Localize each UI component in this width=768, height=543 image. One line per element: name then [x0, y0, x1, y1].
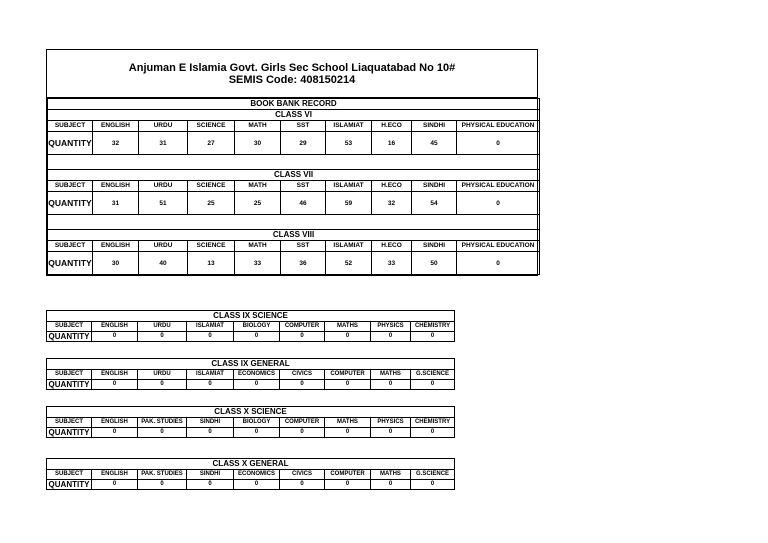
- subject-cell: ENGLISH: [92, 322, 138, 332]
- class-vii-subject-row: [48, 181, 540, 192]
- subject-cell: PHYSICS: [371, 418, 411, 428]
- subject-cell: MATH: [235, 181, 281, 192]
- subject-cell: CIVICS: [280, 370, 325, 380]
- subject-cell: PHYSICAL EDUCATION: [457, 181, 540, 192]
- quantity-cell: 0: [457, 252, 540, 275]
- quantity-cell: 0: [411, 480, 455, 490]
- quantity-cell: 33: [372, 252, 412, 275]
- quantity-cell: 13: [188, 252, 235, 275]
- class-ix-science-quantity-row: [47, 332, 455, 342]
- quantity-cell: 40: [139, 252, 188, 275]
- subject-cell: H.ECO: [372, 241, 412, 252]
- quantity-cell: 0: [280, 380, 325, 390]
- quantity-cell: 0: [138, 332, 187, 342]
- subject-cell: MATHS: [325, 322, 371, 332]
- subject-cell: CHEMISTRY: [411, 322, 455, 332]
- quantity-cell: 0: [280, 332, 325, 342]
- quantity-cell: 33: [235, 252, 281, 275]
- class-ix-general-table: [46, 358, 455, 390]
- subject-cell: URDU: [139, 121, 188, 132]
- quantity-cell: 53: [326, 132, 372, 155]
- subject-cell: ISLAMIAT: [187, 322, 234, 332]
- class-vii-title: CLASS VII: [48, 170, 540, 181]
- subject-cell: BIOLOGY: [234, 418, 280, 428]
- spacer: [48, 155, 540, 170]
- subject-cell: ENGLISH: [93, 121, 139, 132]
- subject-cell: SCIENCE: [188, 241, 235, 252]
- quantity-cell: 0: [457, 132, 540, 155]
- quantity-cell: 25: [235, 192, 281, 215]
- subject-cell: MATHS: [325, 418, 371, 428]
- class-viii-quantity-row: [48, 252, 540, 275]
- subject-cell: URDU: [139, 181, 188, 192]
- quantity-cell: 0: [187, 332, 234, 342]
- subject-cell: ISLAMIAT: [326, 181, 372, 192]
- class-x-science-title: CLASS X SCIENCE: [47, 407, 455, 418]
- class-viii-title: CLASS VIII: [48, 230, 540, 241]
- subject-label: SUBJECT: [47, 322, 92, 332]
- class-viii-subject-row: [48, 241, 540, 252]
- quantity-cell: 0: [411, 332, 455, 342]
- subject-cell: ISLAMIAT: [326, 241, 372, 252]
- main-record-table: [47, 98, 540, 275]
- class-x-general-quantity-row: [47, 480, 455, 490]
- quantity-cell: 52: [326, 252, 372, 275]
- quantity-cell: 0: [234, 428, 280, 438]
- book-bank-record-sheet: [46, 49, 538, 276]
- subject-label: SUBJECT: [48, 181, 93, 192]
- record-title: BOOK BANK RECORD: [48, 99, 540, 110]
- subject-cell: MATHS: [371, 470, 411, 480]
- subject-cell: ECONOMICS: [234, 370, 280, 380]
- subject-cell: PHYSICAL EDUCATION: [457, 121, 540, 132]
- subject-cell: SST: [281, 181, 326, 192]
- quantity-label: QUANTITY: [48, 132, 93, 155]
- semis-code: SEMIS Code: 408150214: [228, 74, 356, 86]
- quantity-cell: 29: [281, 132, 326, 155]
- subject-cell: SST: [281, 121, 326, 132]
- subject-cell: H.ECO: [372, 121, 412, 132]
- class-ix-general-title: CLASS IX GENERAL: [47, 359, 455, 370]
- quantity-label: QUANTITY: [48, 192, 93, 215]
- subject-cell: MATH: [235, 121, 281, 132]
- subject-cell: PHYSICS: [371, 322, 411, 332]
- subject-cell: PAK. STUDIES: [138, 418, 187, 428]
- subject-label: SUBJECT: [47, 470, 92, 480]
- quantity-cell: 0: [411, 380, 455, 390]
- quantity-cell: 0: [234, 480, 280, 490]
- class-x-science-quantity-row: [47, 428, 455, 438]
- quantity-cell: 31: [93, 192, 139, 215]
- quantity-cell: 31: [139, 132, 188, 155]
- subject-cell: URDU: [138, 370, 187, 380]
- class-x-general-table: [46, 458, 455, 490]
- quantity-cell: 0: [92, 480, 138, 490]
- subject-cell: G.SCIENCE: [411, 370, 455, 380]
- quantity-cell: 59: [326, 192, 372, 215]
- class-ix-science-subject-row: [47, 322, 455, 332]
- quantity-cell: 0: [325, 480, 371, 490]
- quantity-cell: 0: [138, 380, 187, 390]
- subject-cell: SCIENCE: [188, 181, 235, 192]
- quantity-cell: 0: [280, 428, 325, 438]
- quantity-cell: 27: [188, 132, 235, 155]
- class-ix-science-table: [46, 310, 455, 342]
- subject-label: SUBJECT: [48, 241, 93, 252]
- quantity-cell: 32: [93, 132, 139, 155]
- quantity-cell: 0: [187, 380, 234, 390]
- subject-label: SUBJECT: [48, 121, 93, 132]
- subject-cell: COMPUTER: [325, 470, 371, 480]
- class-vi-title: CLASS VI: [48, 110, 540, 121]
- class-vi-subject-row: [48, 121, 540, 132]
- spacer: [48, 215, 540, 230]
- quantity-cell: 25: [188, 192, 235, 215]
- class-vii-quantity-row: [48, 192, 540, 215]
- quantity-cell: 0: [371, 380, 411, 390]
- quantity-cell: 51: [139, 192, 188, 215]
- subject-cell: SINDHI: [412, 121, 457, 132]
- quantity-cell: 0: [371, 332, 411, 342]
- subject-cell: URDU: [139, 241, 188, 252]
- quantity-cell: 30: [235, 132, 281, 155]
- quantity-label: QUANTITY: [47, 428, 92, 438]
- class-ix-general-quantity-row: [47, 380, 455, 390]
- quantity-cell: 0: [138, 428, 187, 438]
- subject-label: SUBJECT: [47, 370, 92, 380]
- class-vi-quantity-row: [48, 132, 540, 155]
- class-x-science-subject-row: [47, 418, 455, 428]
- subject-cell: SINDHI: [187, 470, 234, 480]
- subject-cell: COMPUTER: [325, 370, 371, 380]
- quantity-label: QUANTITY: [47, 480, 92, 490]
- subject-cell: MATHS: [371, 370, 411, 380]
- subject-cell: ENGLISH: [93, 181, 139, 192]
- subject-cell: SST: [281, 241, 326, 252]
- quantity-cell: 32: [372, 192, 412, 215]
- subject-cell: SINDHI: [412, 241, 457, 252]
- subject-cell: H.ECO: [372, 181, 412, 192]
- quantity-cell: 0: [234, 380, 280, 390]
- subject-cell: SINDHI: [412, 181, 457, 192]
- quantity-cell: 0: [325, 428, 371, 438]
- subject-cell: ENGLISH: [92, 418, 138, 428]
- quantity-cell: 45: [412, 132, 457, 155]
- quantity-cell: 16: [372, 132, 412, 155]
- subject-cell: SCIENCE: [188, 121, 235, 132]
- quantity-cell: 0: [92, 428, 138, 438]
- subject-label: SUBJECT: [47, 418, 92, 428]
- class-ix-science-title: CLASS IX SCIENCE: [47, 311, 455, 322]
- quantity-cell: 0: [325, 332, 371, 342]
- school-header: [47, 50, 537, 98]
- quantity-cell: 30: [93, 252, 139, 275]
- quantity-cell: 0: [371, 428, 411, 438]
- quantity-cell: 0: [92, 332, 138, 342]
- quantity-cell: 0: [280, 480, 325, 490]
- subject-cell: ENGLISH: [92, 370, 138, 380]
- quantity-cell: 36: [281, 252, 326, 275]
- subject-cell: COMPUTER: [280, 322, 325, 332]
- class-ix-general-subject-row: [47, 370, 455, 380]
- quantity-cell: 0: [138, 480, 187, 490]
- subject-cell: ISLAMIAT: [187, 370, 234, 380]
- subject-cell: G.SCIENCE: [411, 470, 455, 480]
- class-x-science-table: [46, 406, 455, 438]
- quantity-cell: 0: [371, 480, 411, 490]
- subject-cell: CHEMISTRY: [411, 418, 455, 428]
- quantity-label: QUANTITY: [47, 380, 92, 390]
- subject-cell: SINDHI: [187, 418, 234, 428]
- subject-cell: PHYSICAL EDUCATION: [457, 241, 540, 252]
- quantity-cell: 46: [281, 192, 326, 215]
- quantity-cell: 0: [187, 480, 234, 490]
- quantity-cell: 0: [234, 332, 280, 342]
- quantity-label: QUANTITY: [47, 332, 92, 342]
- subject-cell: BIOLOGY: [234, 322, 280, 332]
- quantity-label: QUANTITY: [48, 252, 93, 275]
- quantity-cell: 0: [92, 380, 138, 390]
- class-x-general-subject-row: [47, 470, 455, 480]
- subject-cell: PAK. STUDIES: [138, 470, 187, 480]
- subject-cell: COMPUTER: [280, 418, 325, 428]
- quantity-cell: 0: [187, 428, 234, 438]
- subject-cell: ENGLISH: [92, 470, 138, 480]
- subject-cell: CIVICS: [280, 470, 325, 480]
- subject-cell: ECONOMICS: [234, 470, 280, 480]
- school-name: Anjuman E Islamia Govt. Girls Sec School Liaquatabad No 10#: [128, 62, 456, 74]
- quantity-cell: 0: [457, 192, 540, 215]
- class-x-general-title: CLASS X GENERAL: [47, 459, 455, 470]
- subject-cell: ISLAMIAT: [326, 121, 372, 132]
- subject-cell: URDU: [138, 322, 187, 332]
- quantity-cell: 0: [411, 428, 455, 438]
- subject-cell: MATH: [235, 241, 281, 252]
- quantity-cell: 50: [412, 252, 457, 275]
- quantity-cell: 0: [325, 380, 371, 390]
- quantity-cell: 54: [412, 192, 457, 215]
- subject-cell: ENGLISH: [93, 241, 139, 252]
